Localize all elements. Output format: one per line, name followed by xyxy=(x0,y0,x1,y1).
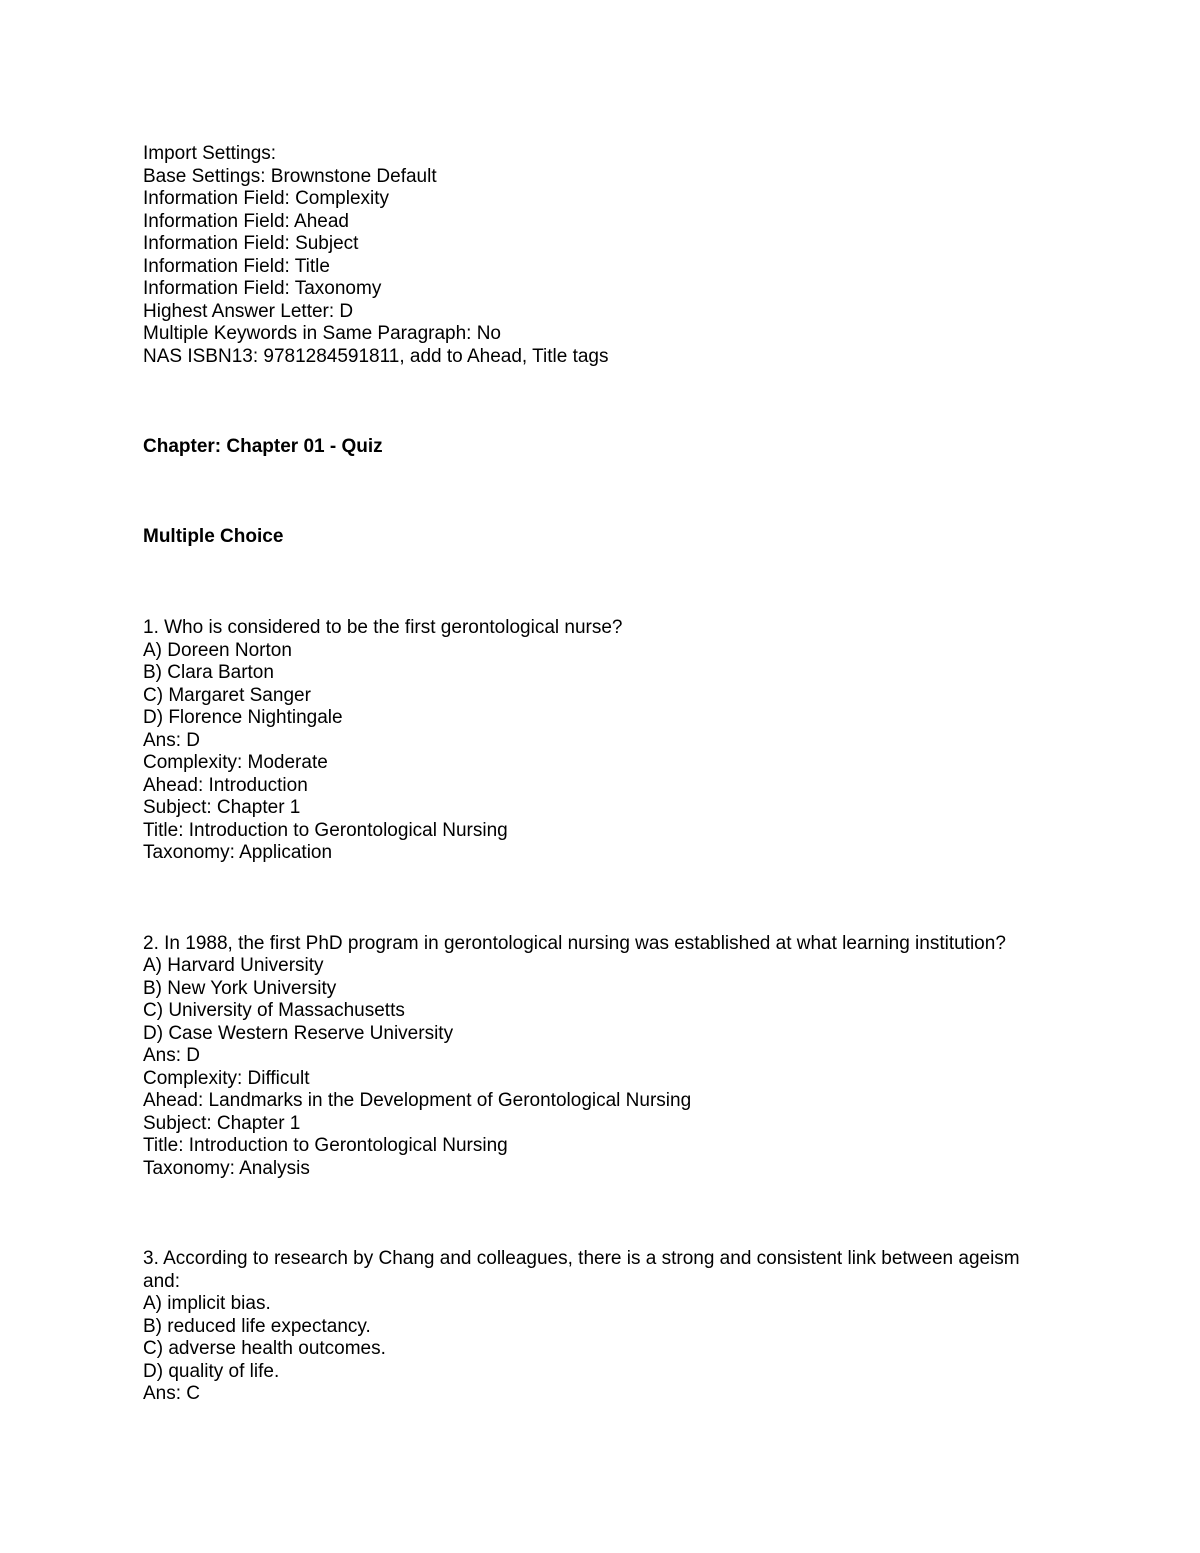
ahead-tag: Ahead: Introduction xyxy=(143,774,308,796)
complexity-tag: Complexity: Moderate xyxy=(143,752,328,773)
answer-option: C) University of Massachusetts xyxy=(143,1000,405,1021)
answer-option: A) implicit bias. xyxy=(143,1293,271,1314)
question-stem: 3. According to research by Chang and colleagues, there is a strong and consistent link between ageism and: xyxy=(143,1248,1020,1292)
spacer xyxy=(143,1180,1063,1248)
question-stem: 2. In 1988, the first PhD program in gerontological nursing was established at what learning institution? xyxy=(143,932,1006,954)
import-settings-block xyxy=(143,143,1063,368)
answer-option: B) New York University xyxy=(143,977,337,999)
spacer xyxy=(143,548,1063,617)
import-settings-line: Information Field: Subject xyxy=(143,233,359,254)
spacer xyxy=(143,865,1063,933)
title-tag: Title: Introduction to Gerontological Nursing xyxy=(143,1135,508,1156)
import-settings-line: Information Field: Taxonomy xyxy=(143,278,382,299)
import-settings-line: Information Field: Ahead xyxy=(143,210,349,232)
spacer xyxy=(143,459,1063,526)
taxonomy-tag: Taxonomy: Analysis xyxy=(143,1157,310,1179)
answer-option: A) Doreen Norton xyxy=(143,639,292,661)
import-settings-line: Import Settings: xyxy=(143,143,277,164)
document-page xyxy=(143,143,1063,1406)
import-settings-line: Information Field: Title xyxy=(143,255,330,277)
answer-key: Ans: D xyxy=(143,1045,201,1066)
answer-key: Ans: C xyxy=(143,1383,201,1404)
title-tag: Title: Introduction to Gerontological Nursing xyxy=(143,819,508,841)
question-2 xyxy=(143,933,1063,1181)
import-settings-line: NAS ISBN13: 9781284591811, add to Ahead, Title tags xyxy=(143,345,609,367)
complexity-tag: Complexity: Difficult xyxy=(143,1067,310,1089)
answer-option: A) Harvard University xyxy=(143,955,324,976)
answer-option: D) Case Western Reserve University xyxy=(143,1022,454,1044)
subject-tag: Subject: Chapter 1 xyxy=(143,1112,301,1134)
spacer xyxy=(143,368,1063,436)
answer-option: D) quality of life. xyxy=(143,1360,280,1382)
answer-key: Ans: D xyxy=(143,729,201,751)
taxonomy-tag: Taxonomy: Application xyxy=(143,842,333,863)
question-3 xyxy=(143,1248,1063,1406)
subject-tag: Subject: Chapter 1 xyxy=(143,797,301,818)
import-settings-line: Information Field: Complexity xyxy=(143,188,390,209)
import-settings-line: Highest Answer Letter: D xyxy=(143,300,354,322)
answer-option: B) Clara Barton xyxy=(143,662,274,683)
import-settings-line: Base Settings: Brownstone Default xyxy=(143,165,437,187)
answer-option: B) reduced life expectancy. xyxy=(143,1315,371,1337)
ahead-tag: Ahead: Landmarks in the Development of Gerontological Nursing xyxy=(143,1090,692,1111)
answer-option: C) Margaret Sanger xyxy=(143,684,311,706)
answer-option: D) Florence Nightingale xyxy=(143,707,343,728)
import-settings-line: Multiple Keywords in Same Paragraph: No xyxy=(143,323,502,344)
section-heading: Multiple Choice xyxy=(143,525,284,547)
chapter-heading: Chapter: Chapter 01 - Quiz xyxy=(143,436,383,457)
question-stem: 1. Who is considered to be the first gerontological nurse? xyxy=(143,617,623,638)
question-1 xyxy=(143,617,1063,865)
answer-option: C) adverse health outcomes. xyxy=(143,1338,386,1359)
